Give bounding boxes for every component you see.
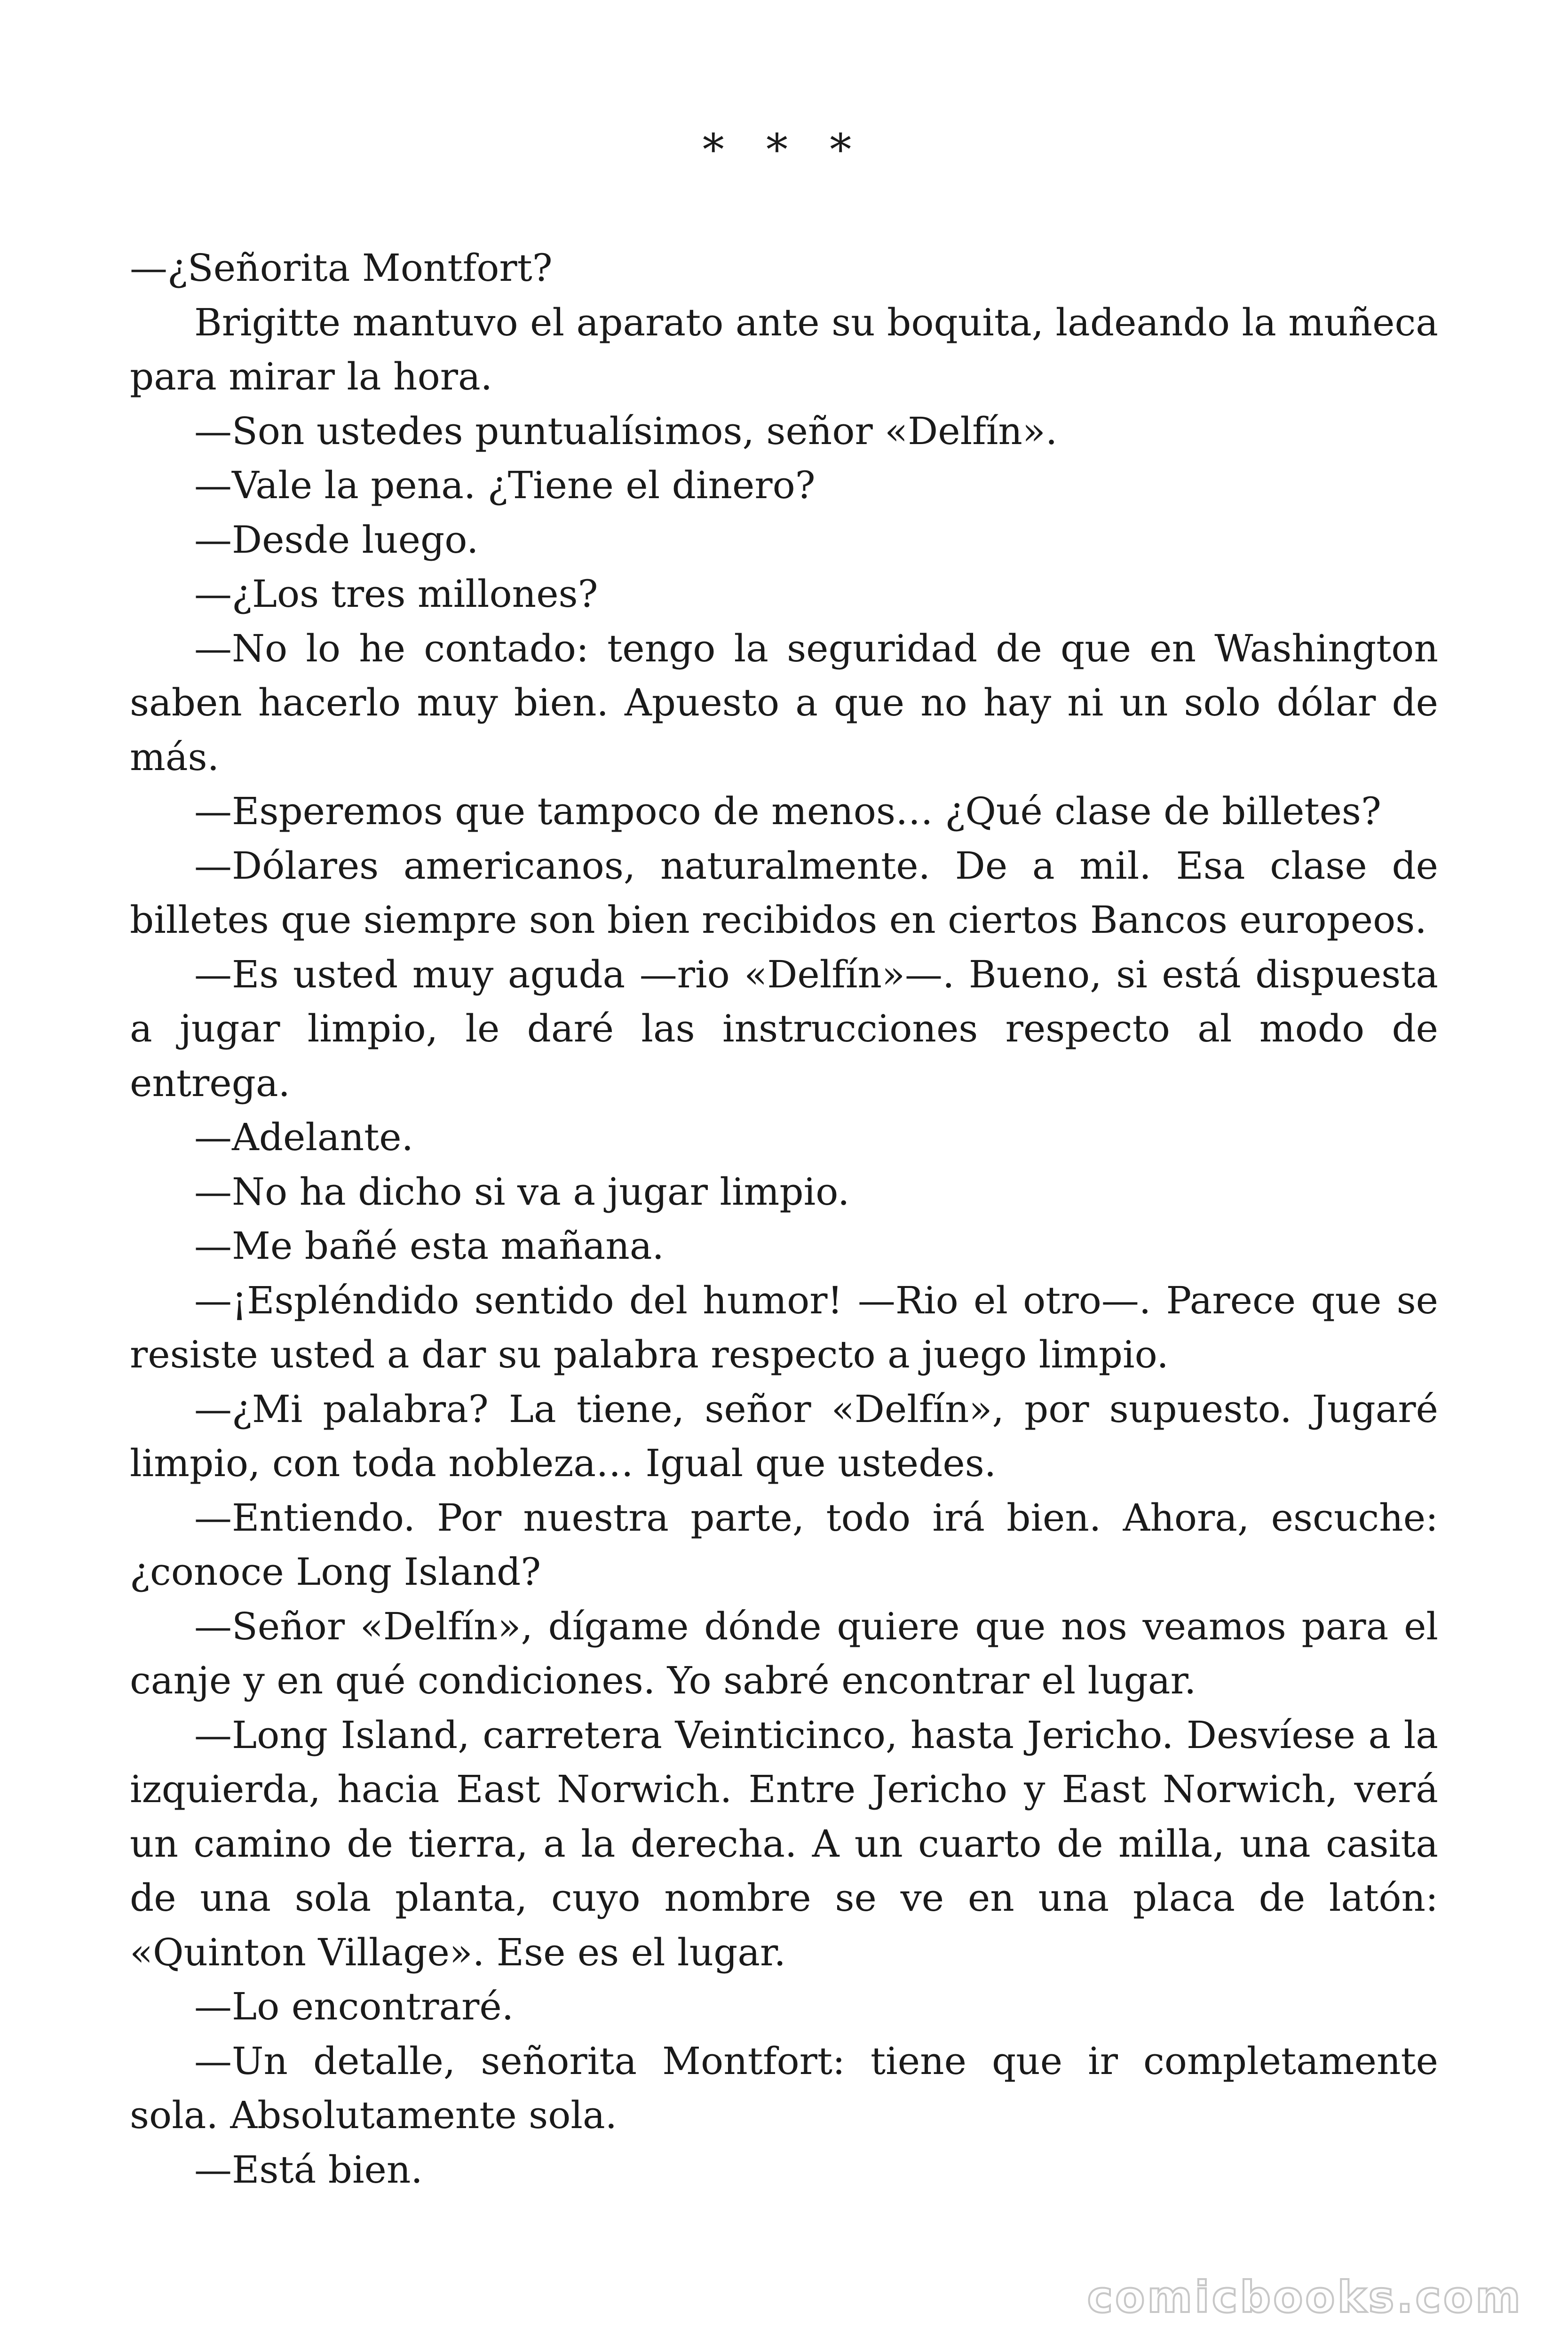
paragraph: —Me bañé esta mañana. (194, 1224, 664, 1268)
paragraph: —Es usted muy aguda —rio «Delfín»—. Bueno, si está dispuesta a jugar limpio, le daré las instrucciones respecto al modo de entrega. (130, 952, 1438, 1105)
paragraph: Brigitte mantuvo el aparato ante su boquita, ladeando la muñeca para mirar la hora. (130, 300, 1438, 398)
paragraph: —Desde luego. (194, 517, 479, 562)
section-separator: * * * (702, 125, 866, 175)
paragraph: —No lo he contado: tengo la seguridad de que en Washington saben hacerlo muy bien. Apuesto a que no hay ni un solo dólar de más. (130, 626, 1438, 779)
paragraph: —Señor «Delfín», dígame dónde quiere que nos veamos para el canje y en qué condiciones. Yo sabré encontrar el lugar. (130, 1604, 1438, 1702)
paragraph: —¿Los tres millones? (194, 572, 598, 616)
paragraph: —Lo encontraré. (194, 1985, 514, 2028)
paragraph: —¿Señorita Montfort? (130, 246, 553, 290)
body-text (130, 241, 1438, 2197)
paragraph: —Un detalle, señorita Montfort: tiene que ir completamente sola. Absolutamente sola. (130, 2039, 1438, 2137)
paragraph: —¡Espléndido sentido del humor! —Rio el otro—. Parece que se resiste usted a dar su palabra respecto a juego limpio. (130, 1278, 1438, 1376)
paragraph: —Adelante. (194, 1115, 414, 1159)
paragraph: —Vale la pena. ¿Tiene el dinero? (194, 463, 816, 507)
paragraph: —No ha dicho si va a jugar limpio. (194, 1169, 850, 1214)
paragraph: —Son ustedes puntualísimos, señor «Delfín». (194, 409, 1058, 453)
paragraph: —Long Island, carretera Veinticinco, hasta Jericho. Desvíese a la izquierda, hacia East Norwich. Entre Jericho y East Norwich, verá un camino de tierra, a la derecha. A un cuarto de milla, una casita de una sola planta, cuyo nombre se ve en una placa de latón: «Quinton Village». Ese es el lugar. (130, 1713, 1438, 1974)
paragraph: —Está bien. (194, 2147, 423, 2192)
watermark: comicbooks.com (1087, 2272, 1523, 2322)
paragraph: —Dólares americanos, naturalmente. De a mil. Esa clase de billetes que siempre son bien recibidos en ciertos Bancos europeos. (130, 843, 1438, 942)
paragraph: —¿Mi palabra? La tiene, señor «Delfín», por supuesto. Jugaré limpio, con toda nobleza… Igual que ustedes. (130, 1387, 1438, 1485)
paragraph: —Entiendo. Por nuestra parte, todo irá bien. Ahora, escuche: ¿conoce Long Island? (130, 1495, 1438, 1594)
paragraph: —Esperemos que tampoco de menos… ¿Qué clase de billetes? (194, 789, 1381, 833)
